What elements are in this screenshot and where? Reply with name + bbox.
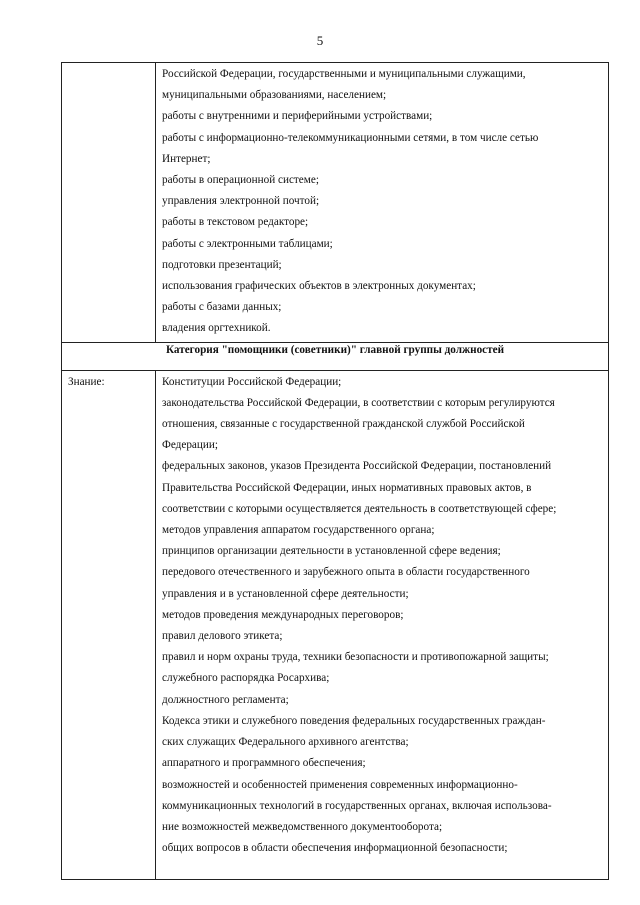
- list-item: работы с базами данных;: [162, 301, 282, 314]
- list-item: работы в текстовом редакторе;: [162, 216, 309, 229]
- line-list: [156, 63, 608, 342]
- list-item: служебного распорядка Росархива;: [162, 672, 330, 685]
- list-item: работы в операционной системе;: [162, 174, 319, 187]
- list-item: ских служащих Федерального архивного агентства;: [162, 736, 409, 749]
- list-item: правил и норм охраны труда, техники безопасности и противопожарной защиты;: [162, 651, 549, 664]
- list-item: работы с внутренними и периферийными устройствами;: [162, 110, 433, 123]
- category-heading: Категория "помощники (советники)" главной группы должностей: [62, 342, 609, 370]
- list-item: работы с электронными таблицами;: [162, 237, 333, 250]
- list-item: отношения, связанные с государственной гражданской службой Российской: [162, 418, 525, 431]
- list-item: управления электронной почтой;: [162, 195, 320, 208]
- list-item: правил делового этикета;: [162, 630, 283, 643]
- list-item: аппаратного и программного обеспечения;: [162, 757, 366, 770]
- list-item: Кодекса этики и служебного поведения федеральных государственных граждан-: [162, 714, 546, 727]
- table-row-top: [62, 63, 609, 343]
- list-item: управления и в установленной сфере деятельности;: [162, 587, 409, 600]
- category-row: [62, 342, 609, 370]
- list-item: подготовки презентаций;: [162, 258, 282, 271]
- list-item: федеральных законов, указов Президента Российской Федерации, постановлений: [162, 460, 552, 473]
- line-list: [156, 371, 608, 880]
- label-cell-top: [62, 63, 156, 343]
- list-item: ние возможностей межведомственного документооборота;: [162, 820, 443, 833]
- page-number: 5: [316, 33, 324, 48]
- list-item: коммуникационных технологий в государственных органах, включая использова-: [162, 799, 552, 812]
- list-item: должностного регламента;: [162, 693, 289, 706]
- list-item: соответствии с которыми осуществляется деятельность в соответствующей сфере;: [162, 502, 557, 515]
- list-item: Правительства Российской Федерации, иных нормативных правовых актов, в: [162, 481, 532, 494]
- list-item: возможностей и особенностей применения современных информационно-: [162, 778, 518, 791]
- list-item: владения оргтехникой.: [162, 322, 271, 335]
- list-item: Конституции Российской Федерации;: [162, 375, 342, 388]
- list-item: принципов организации деятельности в установленной сфере ведения;: [162, 545, 501, 558]
- content-cell-top: [156, 63, 609, 343]
- list-item: муниципальными образованиями, населением;: [162, 89, 387, 102]
- table-row-knowledge: [62, 370, 609, 880]
- list-item: Федерации;: [162, 439, 218, 452]
- row-label: [62, 63, 155, 65]
- row-label: Знание:: [68, 375, 105, 388]
- list-item: методов проведения международных переговоров;: [162, 608, 404, 621]
- requirements-table: [61, 62, 609, 880]
- list-item: общих вопросов в области обеспечения информационной безопасности;: [162, 842, 508, 855]
- content-cell-knowledge: [156, 370, 609, 880]
- list-item: законодательства Российской Федерации, в соответствии с которым регулируются: [162, 396, 555, 409]
- list-item: Российской Федерации, государственными и муниципальными служащими,: [162, 68, 526, 80]
- label-cell-knowledge: [62, 370, 156, 880]
- list-item: методов управления аппаратом государственного органа;: [162, 524, 435, 537]
- list-item: Интернет;: [162, 152, 211, 165]
- list-item: работы с информационно-телекоммуникационными сетями, в том числе сетью: [162, 131, 539, 144]
- list-item: использования графических объектов в электронных документах;: [162, 280, 476, 293]
- list-item: передового отечественного и зарубежного опыта в области государственного: [162, 566, 530, 579]
